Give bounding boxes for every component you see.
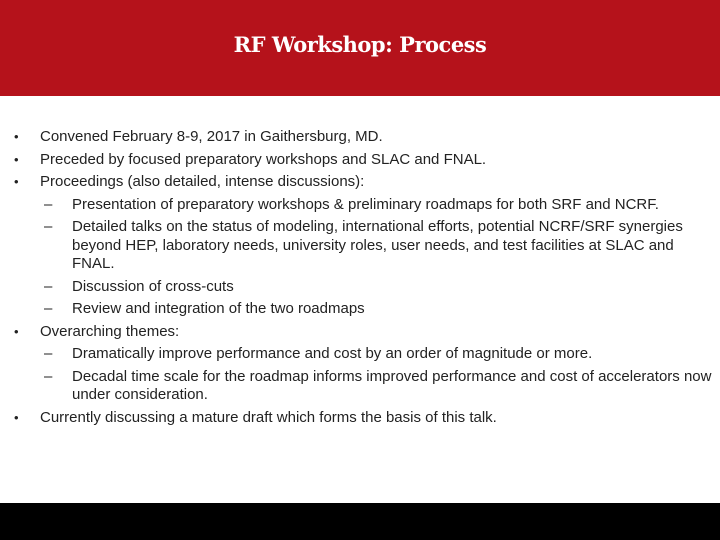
sub-bullet-text: Dramatically improve performance and cost by an order of magnitude or more. xyxy=(72,345,593,362)
slide-title: RF Workshop: Process xyxy=(233,31,487,57)
bullet-icon: • xyxy=(14,151,19,167)
bullet-item xyxy=(0,151,720,170)
dash-icon: – xyxy=(44,345,53,362)
title-banner xyxy=(0,0,720,96)
dash-icon: – xyxy=(44,367,53,385)
sub-bullet-item xyxy=(0,368,720,405)
bullet-text: Proceedings (also detailed, intense discussions): xyxy=(40,173,365,190)
bullet-item xyxy=(0,128,720,147)
sub-bullet-text: Review and integration of the two roadmaps xyxy=(72,300,365,317)
sub-bullet-text: Presentation of preparatory workshops & preliminary roadmaps for both SRF and NCRF. xyxy=(72,195,659,213)
dash-icon: – xyxy=(44,300,53,317)
dash-icon: – xyxy=(44,195,53,213)
sub-bullet-item xyxy=(0,345,720,364)
sub-bullet-item xyxy=(0,278,720,297)
dash-icon: – xyxy=(44,277,53,295)
bullet-list xyxy=(0,128,720,431)
sub-bullet-item xyxy=(0,300,720,319)
sub-bullet-item xyxy=(0,196,720,215)
bullet-text: Overarching themes: xyxy=(40,322,180,340)
bullet-item xyxy=(0,173,720,192)
footer-bar xyxy=(0,503,720,540)
sub-bullet-text: Decadal time scale for the roadmap informs improved performance and cost of accelerators now under consideration. xyxy=(72,367,712,403)
bullet-text: Currently discussing a mature draft which forms the basis of this talk. xyxy=(40,408,497,426)
bullet-icon: • xyxy=(14,323,19,339)
bullet-item xyxy=(0,323,720,342)
sub-bullet-text: Detailed talks on the status of modeling, international efforts, potential NCRF/SRF synergies beyond HEP, laboratory needs, university roles, user needs, and test facilities at SLAC and FNAL. xyxy=(72,218,683,272)
bullet-icon: • xyxy=(14,409,19,425)
bullet-text: Preceded by focused preparatory workshops and SLAC and FNAL. xyxy=(40,150,487,168)
sub-bullet-text: Discussion of cross-cuts xyxy=(72,277,234,295)
bullet-text: Convened February 8-9, 2017 in Gaithersburg, MD. xyxy=(40,128,383,145)
sub-bullet-item xyxy=(0,218,720,274)
bullet-icon: • xyxy=(14,174,19,189)
bullet-icon: • xyxy=(14,129,19,144)
dash-icon: – xyxy=(44,218,53,235)
bullet-item xyxy=(0,409,720,428)
